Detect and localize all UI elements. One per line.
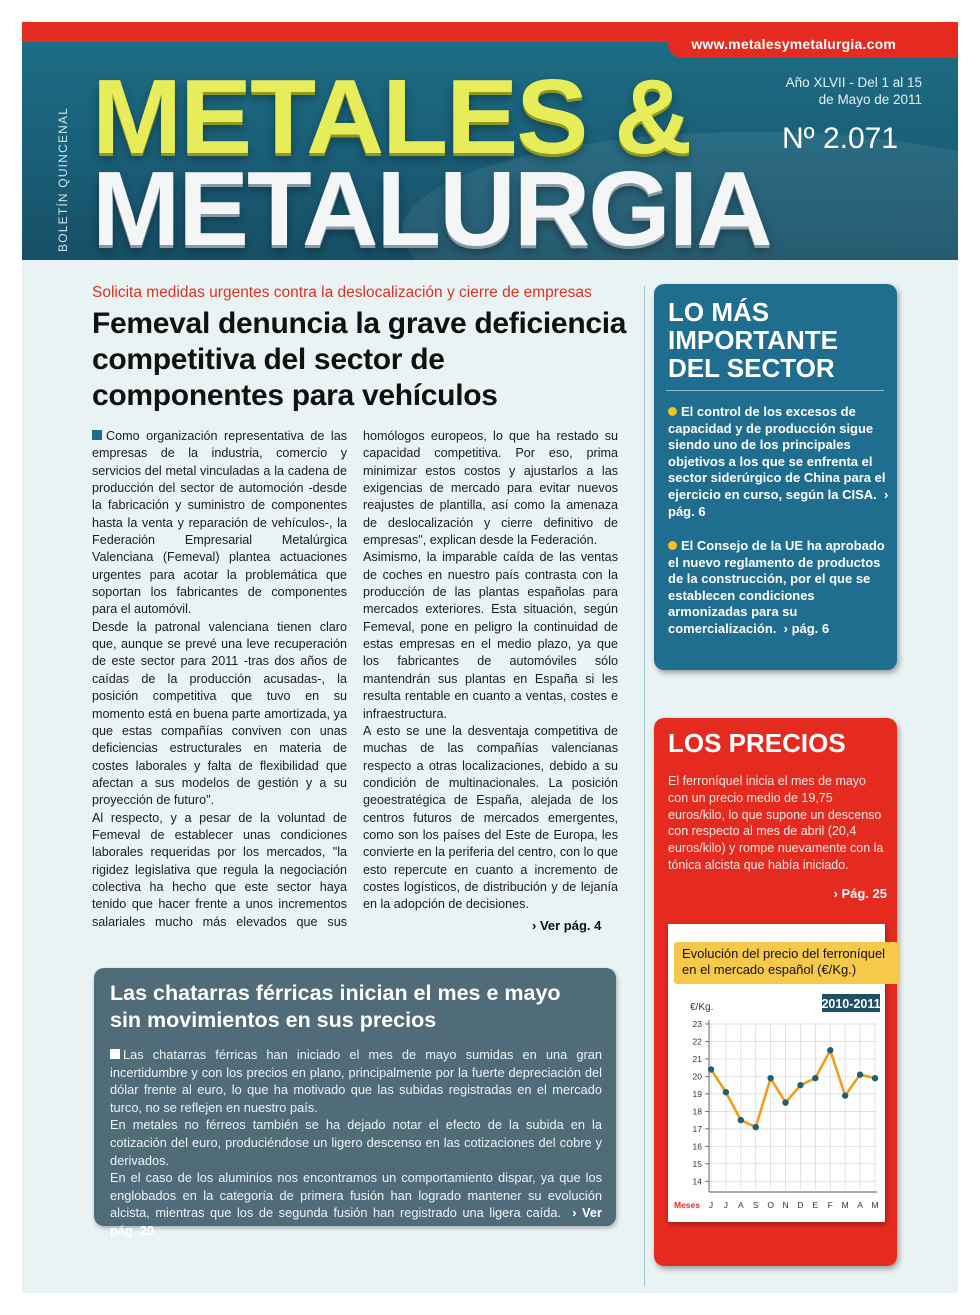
chart-point [857,1071,863,1077]
main-article-paragraph: Al respecto, y a pesar de la voluntad de Femeval de establecer unas condiciones laborales requeridas por los mercados, "la rigidez legislativa que regula la negociación colectiva ha hecho que este sector haya tenido que hacer frente a unos incrementos salariales mucho más elevados que sus homólogos europeos, lo que ha restado su capacidad competitiva. Por eso, prima minimizar estos costos y ajustarlos a las exigencias de mercado para evitar nuevos reajustes de plantilla, así como la amenaza de deslocalización y cierre definitivo de empresas", explican desde la Federación. [92,429,618,929]
chart-point [827,1047,833,1053]
chart-point [738,1117,744,1123]
main-article-paragraph: A esto se une la desventaja competitiva de muchas de las compañías valencianas respecto a otras localizaciones, debido a su condición de multinacionales. La posición geoestratégica de España, alejada de los centros futuros de mercados emergentes, como son los países del Este de Europa, les convierte en la periferia del centro, con lo que esto repercute en cuanto a incremento de costes logísticos, de distribución y de lejanía en la adopción de decisiones. [363,723,618,912]
column-divider [644,286,645,1286]
chart-xtick-label: E [812,1200,819,1210]
importante-item-ref[interactable]: › pág. 6 [668,486,889,519]
yellow-bullet-icon [668,407,677,416]
bottom-article-paragraph: En el caso de los aluminios nos encontramos un comportamiento dispar, ya que los englobados en la categoría de primera fusión han logrado mantener su evolución alcista, mientras que los de segunda fusión han registrado una ligera caída. [110,1170,602,1221]
chart-ytick-label: 19 [692,1088,702,1099]
main-article-paragraph: Como organización representativa de las empresas de la industria, comercio y servicios del metal vinculadas a la cadena de producción del sector de automoción -desde la fabricación y suministro de componentes hasta la venta y reparación de vehículos-, la Federación Empresarial Metalúrgica Valenciana (Femeval) plantea actuaciones urgentes para acotar la problemática que soportan los fabricantes de componentes para el automóvil. [92,429,347,617]
chart-point [723,1089,729,1095]
chart-ytick-label: 20 [692,1071,702,1082]
chart-xtick-label: M [841,1200,849,1210]
masthead [22,22,958,260]
bottom-article-body [110,1046,602,1240]
chart-ytick-label: 22 [692,1036,702,1047]
chart-point [708,1066,714,1072]
square-bullet-icon [110,1049,120,1059]
chart-xtick-label: F [827,1200,833,1210]
importante-divider [666,390,884,391]
chart-xtick-label: M [871,1200,879,1210]
importante-item-ref[interactable]: › pág. 6 [783,620,830,636]
chart-ytick-label: 15 [692,1158,702,1169]
precios-text: El ferroníquel inicia el mes de mayo con un precio medio de 19,75 euros/kilo, lo que supone un descenso con respecto al mes de abril (20,4 euros/kilo) y rompe nuevamente con la tónica alcista que había iniciado. [668,774,884,872]
yellow-bullet-icon [668,541,677,550]
main-article-paragraph: Desde la patronal valenciana tienen claro que, aunque se prevé una leve recuperación de este sector para 2011 -tras dos años de caídas de la producción acusadas-, la posición competitiva que tuvo en su momento está en buena parte amortizada, ya que estas compañías conviven con unas deficiencias estructurales en materia de costes laborales y falta de flexibilidad que afectan a sus modelos de gestión y a su proyección de futuro". [92,619,347,808]
importante-item: El control de los excesos de capacidad y de producción sigue siendo uno de los principales objetivos a los que se enfrenta el sector siderúrgico de China para el ejercicio en curso, según la CISA. › pág. 6 [668,404,889,519]
precios-more-link[interactable]: › Pág. 25 [833,886,887,901]
chart-ytick-label: 16 [692,1141,702,1152]
chart-xtick-label: A [737,1200,744,1210]
chart-point [797,1082,803,1088]
main-article-headline: Femeval denuncia la grave deficiencia competitiva del sector de componentes para vehículos [92,307,627,412]
issue-line2: de Mayo de 2011 [818,92,922,107]
importante-box [654,284,897,670]
precios-box [654,718,897,1266]
main-article-kicker: Solicita medidas urgentes contra la deslocalización y cierre de empresas [92,284,592,301]
chart-ytick-label: 18 [692,1106,702,1117]
chart-ylabel: €/Kg. [690,1002,714,1013]
chart-xtick-label: J [723,1200,729,1210]
bottom-article-box [94,968,616,1238]
chart-ytick-label: 21 [692,1053,702,1064]
masthead-title-line1: METALES & [92,58,691,176]
chart-xtick-label: N [782,1200,789,1210]
chart-xtick-label: J [708,1200,714,1210]
chart-xtick-label: D [797,1200,804,1210]
chart-xtick-label: S [752,1200,759,1210]
masthead-side-label: BOLETÍN QUINCENAL [56,106,70,252]
chart-xtick-label: A [857,1200,863,1210]
masthead-title-line2: METALURGIA [92,150,771,260]
chart-xtick-label: O [767,1200,774,1210]
precios-title: LOS PRECIOS [668,728,846,758]
chart-point [782,1099,788,1105]
newsletter-page [22,22,958,1293]
chart-ytick-label: 14 [692,1176,702,1187]
bottom-article-paragraph: Las chatarras férricas han iniciado el mes de mayo sumidas en una gran incertidumbre y con los precios en plano, principalmente por la fuerte depreciación del dólar frente al euro, lo que ha motivado que las subidas registradas en el mercado turco, no se reflejen en nuestro país. [110,1047,602,1115]
chart-point [842,1092,848,1098]
importante-title: LO MÁS IMPORTANTE DEL SECTOR [668,297,838,383]
main-article-body [92,428,618,938]
chart-point [753,1124,759,1130]
main-article-paragraph: Asimismo, la imparable caída de las ventas de coches en nuestro país contrasta con la producción de las plantas españolas para mercados exteriores. Esta situación, según Femeval, pone en peligro la continuidad de estas empresas en el medio plazo, ya que los fabricantes de automóviles sólo mantendrán sus plantas en España si les resulta rentable en cuanto a ventas, costes e infraestructura. [363,550,618,721]
main-article-more-link[interactable]: › Ver pág. 4 [532,918,602,933]
chart-ytick-label: 17 [692,1123,702,1134]
issue-line1: Año XLVII - Del 1 al 15 [785,75,922,90]
chart-xlabel: Meses [674,1200,700,1210]
chart-point [767,1075,773,1081]
importante-item: El Consejo de la UE ha aprobado el nuevo reglamento de productos de la construcción, por el que se establecen condiciones armonizadas para su comercialización. › pág. 6 [668,538,885,636]
issue-date [752,74,922,108]
chart-title: Evolución del precio del ferroníquel en el mercado español (€/Kg.) [674,942,900,984]
website-link[interactable]: www.metalesymetalurgia.com [691,36,896,52]
chart-series-line [711,1050,875,1127]
chart-point [812,1075,818,1081]
square-bullet-icon [92,430,102,440]
chart-point [872,1075,878,1081]
chart-period-label: 2010-2011 [821,997,881,1011]
bottom-article-paragraph: En metales no férreos también se ha dejado notar el efecto de la subida en la cotización del euro, produciéndose un ligero descenso en las cotizaciones del cobre y derivados. [110,1117,602,1168]
bottom-article-title: Las chatarras férricas inician el mes e mayo sin movimientos en sus precios [110,981,561,1032]
chart-ytick-label: 23 [692,1019,702,1029]
bottom-article-more-link[interactable]: › Ver pág. 20 [110,1205,602,1238]
issue-number: Nº 2.071 [782,122,899,155]
